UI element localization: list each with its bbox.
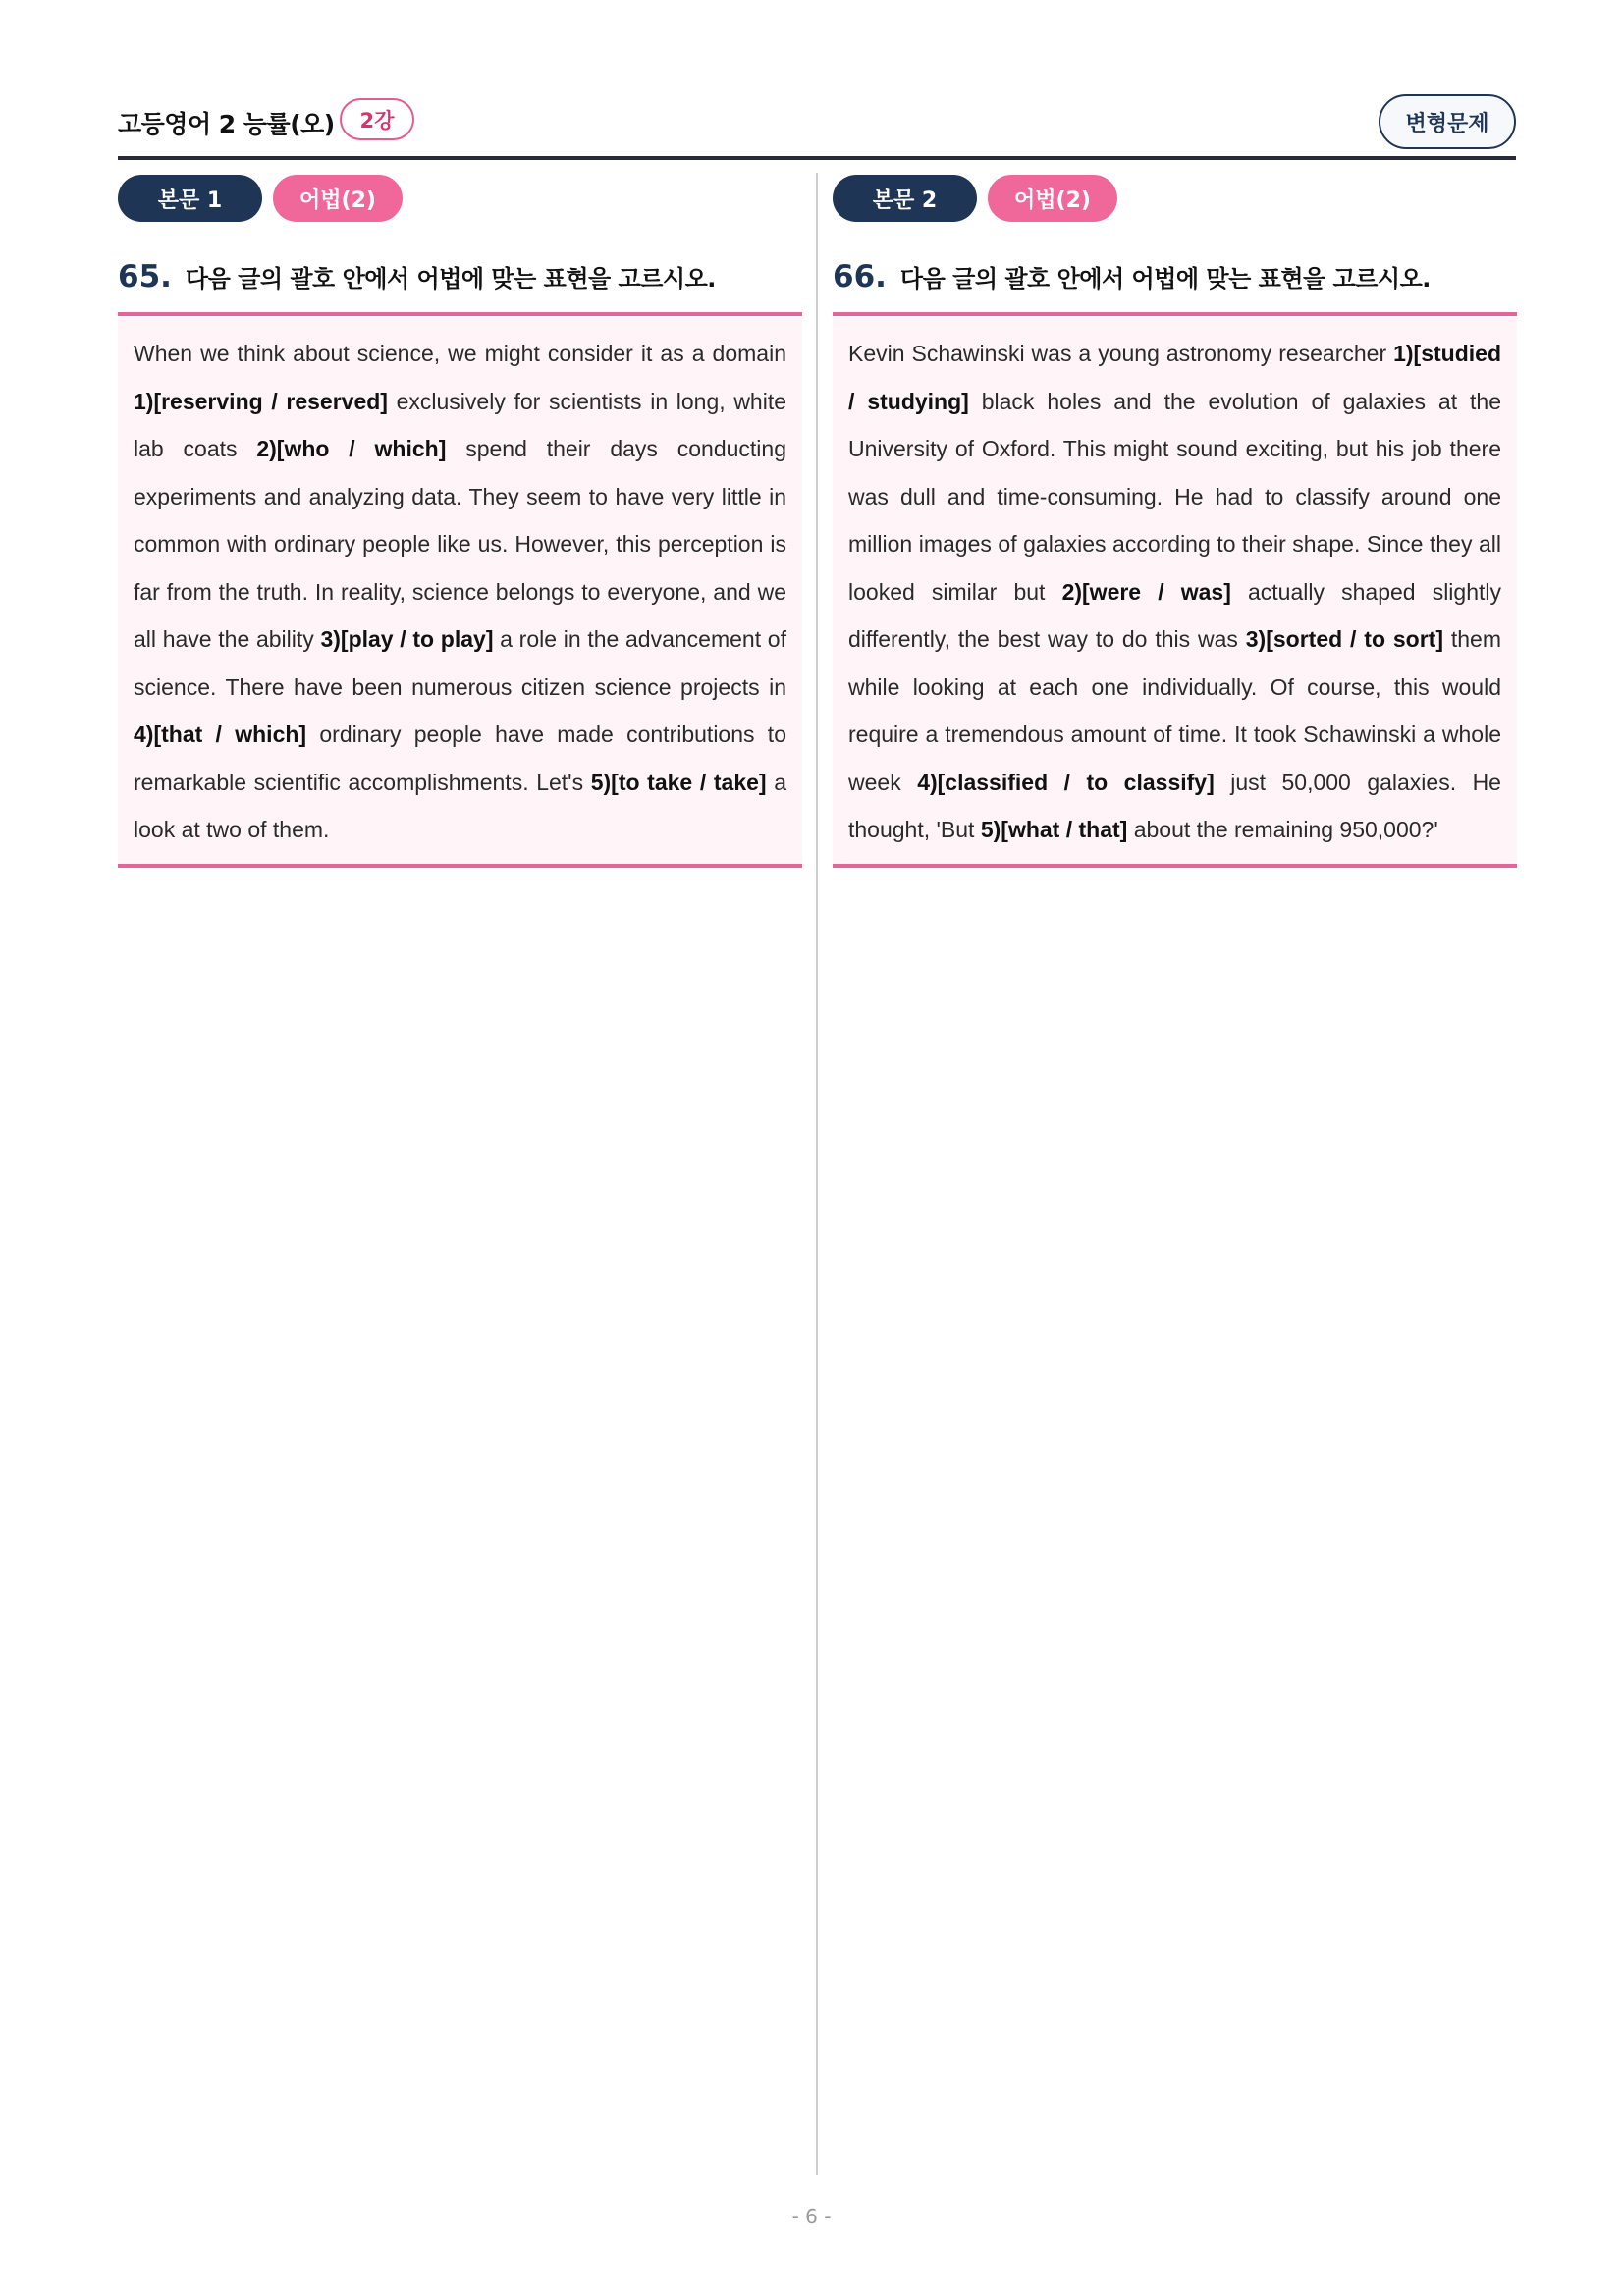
left-column	[118, 175, 802, 868]
answer-choice: 4)[classified / to classify]	[917, 769, 1215, 795]
lesson-badge: 2강	[340, 98, 414, 140]
question-instruction: 다음 글의 괄호 안에서 어법에 맞는 표현을 고르시오.	[185, 265, 716, 293]
passage-segment: Kevin Schawinski was a young astronomy researcher	[848, 341, 1394, 366]
passage-segment: actually shaped slightly differently, the best way to do this was	[848, 578, 1501, 652]
page-number: - 6 -	[791, 2205, 832, 2228]
category-tag: 어법(2)	[273, 175, 403, 222]
question-type-badge: 변형문제	[1379, 94, 1516, 149]
passage-segment: black holes and the evolution of galaxies at the University of Oxford. This might sound exciting, but his job there was dull and time-consuming. He had to classify around one million images of galaxies according to their shape. Since they all looked similar but	[848, 388, 1501, 605]
passage-text	[848, 330, 1501, 854]
passage-segment: ordinary people have made contributions to remarkable scientific accomplishments. Let's	[134, 721, 786, 795]
section-tag: 본문 1	[118, 175, 262, 222]
section-tag: 본문 2	[833, 175, 977, 222]
document-title: 고등영어 2 능률(오)	[118, 110, 335, 138]
header-rule	[118, 156, 1516, 160]
column-divider	[816, 173, 818, 2175]
answer-choice: 2)[who / which]	[256, 436, 447, 461]
answer-choice: 4)[that / which]	[134, 721, 307, 747]
answer-choice: 5)[to take / take]	[590, 769, 767, 795]
question-heading	[833, 259, 1517, 293]
question-number: 65.	[118, 259, 172, 294]
category-tag: 어법(2)	[988, 175, 1117, 222]
tag-row	[833, 175, 1517, 224]
passage-segment: them while looking at each one individually. Of course, this would require a tremendous amount of time. It took Schawinski a whole week	[848, 626, 1502, 795]
answer-choice: 3)[sorted / to sort]	[1245, 626, 1443, 652]
right-column	[833, 175, 1517, 868]
tag-row	[118, 175, 802, 224]
passage-segment: When we think about science, we might consider it as a domain	[134, 341, 786, 366]
passage-box	[118, 312, 802, 868]
passage-segment: a look at two of them.	[134, 769, 786, 842]
question-instruction: 다음 글의 괄호 안에서 어법에 맞는 표현을 고르시오.	[899, 265, 1431, 293]
question-number: 66.	[833, 259, 887, 294]
passage-segment: about the remaining 950,000?'	[1127, 817, 1438, 842]
passage-segment: spend their days conducting experiments and analyzing data. They seem to have very little in common with ordinary people like us. However, this perception is far from the truth. In reality, science belongs to everyone, and we all have the ability	[134, 436, 786, 652]
answer-choice: 2)[were / was]	[1061, 578, 1231, 605]
question-heading	[118, 259, 802, 293]
passage-segment: exclusively for scientists in long, white lab coats	[134, 388, 787, 461]
answer-choice: 1)[reserving / reserved]	[134, 388, 388, 414]
passage-segment: just 50,000 galaxies. He thought, 'But	[848, 769, 1501, 842]
passage-box	[833, 312, 1517, 868]
page-header	[118, 94, 1516, 159]
passage-segment: a role in the advancement of science. There have been numerous citizen science projects in	[134, 626, 786, 700]
answer-choice: 5)[what / that]	[980, 817, 1128, 842]
passage-text	[134, 330, 786, 854]
answer-choice: 1)[studied / studying]	[848, 341, 1501, 414]
answer-choice: 3)[play / to play]	[320, 626, 494, 652]
